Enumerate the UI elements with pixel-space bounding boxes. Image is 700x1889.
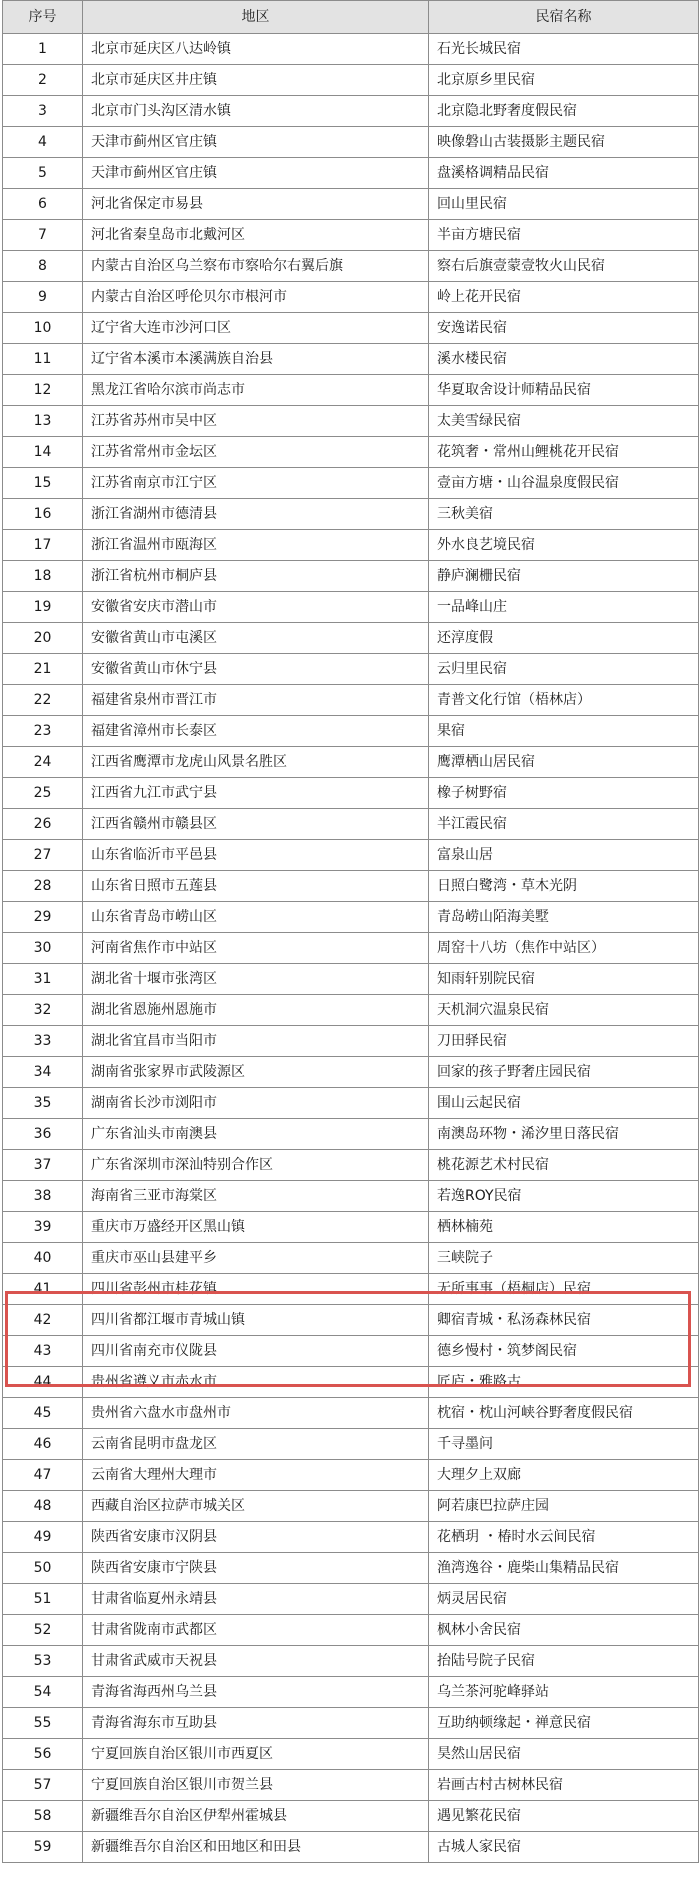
row-region: 贵州省遵义市赤水市: [83, 1367, 429, 1398]
header-homestay-name: 民宿名称: [429, 1, 699, 34]
row-region: 海南省三亚市海棠区: [83, 1181, 429, 1212]
row-index: 35: [3, 1088, 83, 1119]
row-homestay-name: 映像磐山古装摄影主题民宿: [429, 127, 699, 158]
table-row: [3, 1429, 699, 1460]
table-row: [3, 561, 699, 592]
row-index: 59: [3, 1832, 83, 1863]
row-homestay-name: 围山云起民宿: [429, 1088, 699, 1119]
row-region: 贵州省六盘水市盘州市: [83, 1398, 429, 1429]
table-row: [3, 1119, 699, 1150]
row-homestay-name: 周窑十八坊（焦作中站区）: [429, 933, 699, 964]
row-index: 13: [3, 406, 83, 437]
header-index: 序号: [3, 1, 83, 34]
table-row: [3, 468, 699, 499]
row-region: 山东省临沂市平邑县: [83, 840, 429, 871]
row-region: 甘肃省陇南市武都区: [83, 1615, 429, 1646]
row-index: 3: [3, 96, 83, 127]
row-index: 33: [3, 1026, 83, 1057]
row-index: 44: [3, 1367, 83, 1398]
row-region: 内蒙古自治区乌兰察布市察哈尔右翼后旗: [83, 251, 429, 282]
table-row: [3, 1026, 699, 1057]
row-homestay-name: 回山里民宿: [429, 189, 699, 220]
table-row: [3, 220, 699, 251]
row-homestay-name: 若逸ROY民宿: [429, 1181, 699, 1212]
table-row: [3, 809, 699, 840]
row-index: 2: [3, 65, 83, 96]
table-row: [3, 1212, 699, 1243]
row-index: 50: [3, 1553, 83, 1584]
row-index: 9: [3, 282, 83, 313]
row-region: 安徽省安庆市潜山市: [83, 592, 429, 623]
table-row: [3, 1367, 699, 1398]
row-homestay-name: 石光长城民宿: [429, 34, 699, 65]
row-homestay-name: 盘溪格调精品民宿: [429, 158, 699, 189]
table-row: [3, 65, 699, 96]
homestay-table: [2, 0, 699, 1863]
row-index: 51: [3, 1584, 83, 1615]
row-index: 1: [3, 34, 83, 65]
table-row: [3, 437, 699, 468]
row-homestay-name: 枫林小舍民宿: [429, 1615, 699, 1646]
row-region: 浙江省杭州市桐庐县: [83, 561, 429, 592]
row-index: 15: [3, 468, 83, 499]
row-region: 甘肃省临夏州永靖县: [83, 1584, 429, 1615]
row-homestay-name: 溪水楼民宿: [429, 344, 699, 375]
row-homestay-name: 花筑奢・常州山鲤桃花开民宿: [429, 437, 699, 468]
row-region: 重庆市万盛经开区黑山镇: [83, 1212, 429, 1243]
row-index: 41: [3, 1274, 83, 1305]
row-homestay-name: 遇见繁花民宿: [429, 1801, 699, 1832]
table-row: [3, 1553, 699, 1584]
row-region: 甘肃省武威市天祝县: [83, 1646, 429, 1677]
row-homestay-name: 大理夕上双廊: [429, 1460, 699, 1491]
row-homestay-name: 枕宿・枕山河峡谷野奢度假民宿: [429, 1398, 699, 1429]
row-homestay-name: 岩画古村古树林民宿: [429, 1770, 699, 1801]
row-index: 57: [3, 1770, 83, 1801]
row-region: 广东省深圳市深汕特别合作区: [83, 1150, 429, 1181]
row-region: 青海省海东市互助县: [83, 1708, 429, 1739]
table-row: [3, 1584, 699, 1615]
row-index: 22: [3, 685, 83, 716]
row-index: 53: [3, 1646, 83, 1677]
table-row: [3, 1491, 699, 1522]
row-index: 55: [3, 1708, 83, 1739]
table-row: [3, 1057, 699, 1088]
row-region: 陕西省安康市汉阴县: [83, 1522, 429, 1553]
row-region: 湖南省长沙市浏阳市: [83, 1088, 429, 1119]
table-row: [3, 623, 699, 654]
row-homestay-name: 回家的孩子野奢庄园民宿: [429, 1057, 699, 1088]
row-region: 重庆市巫山县建平乡: [83, 1243, 429, 1274]
row-region: 安徽省黄山市屯溪区: [83, 623, 429, 654]
row-homestay-name: 北京隐北野奢度假民宿: [429, 96, 699, 127]
row-homestay-name: 还淳度假: [429, 623, 699, 654]
row-homestay-name: 昊然山居民宿: [429, 1739, 699, 1770]
row-region: 浙江省湖州市德清县: [83, 499, 429, 530]
row-index: 14: [3, 437, 83, 468]
row-region: 河北省保定市易县: [83, 189, 429, 220]
row-index: 34: [3, 1057, 83, 1088]
row-homestay-name: 三秋美宿: [429, 499, 699, 530]
row-region: 广东省汕头市南澳县: [83, 1119, 429, 1150]
row-homestay-name: 匠庐・雅路古: [429, 1367, 699, 1398]
row-homestay-name: 青岛崂山陌海美墅: [429, 902, 699, 933]
row-region: 内蒙古自治区呼伦贝尔市根河市: [83, 282, 429, 313]
row-region: 新疆维吾尔自治区和田地区和田县: [83, 1832, 429, 1863]
table-row: [3, 654, 699, 685]
row-region: 福建省漳州市长泰区: [83, 716, 429, 747]
row-region: 北京市延庆区井庄镇: [83, 65, 429, 96]
row-index: 36: [3, 1119, 83, 1150]
row-region: 江西省赣州市赣县区: [83, 809, 429, 840]
row-homestay-name: 云归里民宿: [429, 654, 699, 685]
row-homestay-name: 鹰潭栖山居民宿: [429, 747, 699, 778]
row-index: 27: [3, 840, 83, 871]
row-homestay-name: 半亩方塘民宿: [429, 220, 699, 251]
row-region: 安徽省黄山市休宁县: [83, 654, 429, 685]
table-row: [3, 127, 699, 158]
row-index: 24: [3, 747, 83, 778]
table-row: [3, 933, 699, 964]
table-row: [3, 1522, 699, 1553]
row-index: 32: [3, 995, 83, 1026]
row-homestay-name: 千寻墨问: [429, 1429, 699, 1460]
row-index: 11: [3, 344, 83, 375]
table-row: [3, 189, 699, 220]
table-row: [3, 1646, 699, 1677]
row-homestay-name: 果宿: [429, 716, 699, 747]
table-row: [3, 251, 699, 282]
row-homestay-name: 天机洞穴温泉民宿: [429, 995, 699, 1026]
row-index: 43: [3, 1336, 83, 1367]
row-region: 江苏省常州市金坛区: [83, 437, 429, 468]
row-region: 山东省日照市五莲县: [83, 871, 429, 902]
row-region: 湖南省张家界市武陵源区: [83, 1057, 429, 1088]
row-region: 宁夏回族自治区银川市贺兰县: [83, 1770, 429, 1801]
table-row: [3, 1398, 699, 1429]
row-homestay-name: 栖林楠苑: [429, 1212, 699, 1243]
row-index: 20: [3, 623, 83, 654]
row-index: 28: [3, 871, 83, 902]
row-region: 青海省海西州乌兰县: [83, 1677, 429, 1708]
table-row: [3, 158, 699, 189]
row-index: 17: [3, 530, 83, 561]
table-row: [3, 685, 699, 716]
row-region: 新疆维吾尔自治区伊犁州霍城县: [83, 1801, 429, 1832]
row-index: 4: [3, 127, 83, 158]
row-homestay-name: 德乡慢村・筑梦阁民宿: [429, 1336, 699, 1367]
row-index: 39: [3, 1212, 83, 1243]
table-row: [3, 995, 699, 1026]
row-index: 56: [3, 1739, 83, 1770]
row-homestay-name: 三峡院子: [429, 1243, 699, 1274]
table-row: [3, 499, 699, 530]
row-region: 天津市蓟州区官庄镇: [83, 127, 429, 158]
row-region: 福建省泉州市晋江市: [83, 685, 429, 716]
row-region: 江苏省南京市江宁区: [83, 468, 429, 499]
row-homestay-name: 日照白鹭湾・草木光阴: [429, 871, 699, 902]
row-index: 54: [3, 1677, 83, 1708]
table-row: [3, 1677, 699, 1708]
row-homestay-name: 北京原乡里民宿: [429, 65, 699, 96]
row-region: 浙江省温州市瓯海区: [83, 530, 429, 561]
row-homestay-name: 一品峰山庄: [429, 592, 699, 623]
row-region: 四川省彭州市桂花镇: [83, 1274, 429, 1305]
table-row: [3, 1088, 699, 1119]
header-row: [3, 1, 699, 34]
table-row: [3, 375, 699, 406]
row-homestay-name: 桃花源艺术村民宿: [429, 1150, 699, 1181]
row-homestay-name: 外水良艺境民宿: [429, 530, 699, 561]
row-region: 辽宁省大连市沙河口区: [83, 313, 429, 344]
row-index: 8: [3, 251, 83, 282]
row-homestay-name: 花栖玥 ・椿时水云间民宿: [429, 1522, 699, 1553]
table-row: [3, 1708, 699, 1739]
row-region: 四川省都江堰市青城山镇: [83, 1305, 429, 1336]
row-index: 48: [3, 1491, 83, 1522]
row-region: 辽宁省本溪市本溪满族自治县: [83, 344, 429, 375]
row-region: 湖北省宜昌市当阳市: [83, 1026, 429, 1057]
table-row: [3, 840, 699, 871]
table-row: [3, 406, 699, 437]
row-region: 云南省大理州大理市: [83, 1460, 429, 1491]
row-index: 38: [3, 1181, 83, 1212]
table-row: [3, 1181, 699, 1212]
row-index: 23: [3, 716, 83, 747]
table-row: [3, 1460, 699, 1491]
row-homestay-name: 青普文化行馆（梧林店）: [429, 685, 699, 716]
table-row: [3, 34, 699, 65]
table-row: [3, 313, 699, 344]
row-index: 5: [3, 158, 83, 189]
row-homestay-name: 抬陆号院子民宿: [429, 1646, 699, 1677]
row-index: 12: [3, 375, 83, 406]
row-index: 58: [3, 1801, 83, 1832]
row-homestay-name: 阿若康巴拉萨庄园: [429, 1491, 699, 1522]
row-region: 西藏自治区拉萨市城关区: [83, 1491, 429, 1522]
row-homestay-name: 富泉山居: [429, 840, 699, 871]
table-row: [3, 902, 699, 933]
table-row: [3, 1770, 699, 1801]
row-region: 北京市门头沟区清水镇: [83, 96, 429, 127]
table-row: [3, 1739, 699, 1770]
table-row: [3, 964, 699, 995]
table-row: [3, 1243, 699, 1274]
table-row: [3, 778, 699, 809]
row-region: 四川省南充市仪陇县: [83, 1336, 429, 1367]
row-index: 6: [3, 189, 83, 220]
row-homestay-name: 古城人家民宿: [429, 1832, 699, 1863]
table-row: [3, 1305, 699, 1336]
row-index: 19: [3, 592, 83, 623]
row-homestay-name: 南澳岛环物・浠汐里日落民宿: [429, 1119, 699, 1150]
row-index: 42: [3, 1305, 83, 1336]
row-index: 29: [3, 902, 83, 933]
row-index: 31: [3, 964, 83, 995]
row-homestay-name: 岭上花开民宿: [429, 282, 699, 313]
row-homestay-name: 卿宿青城・私汤森林民宿: [429, 1305, 699, 1336]
row-region: 江西省九江市武宁县: [83, 778, 429, 809]
row-index: 30: [3, 933, 83, 964]
table-row: [3, 1336, 699, 1367]
table-body: [3, 34, 699, 1863]
row-homestay-name: 半江霞民宿: [429, 809, 699, 840]
row-region: 陕西省安康市宁陕县: [83, 1553, 429, 1584]
table-row: [3, 530, 699, 561]
row-region: 北京市延庆区八达岭镇: [83, 34, 429, 65]
row-region: 黑龙江省哈尔滨市尚志市: [83, 375, 429, 406]
row-index: 26: [3, 809, 83, 840]
row-index: 37: [3, 1150, 83, 1181]
row-homestay-name: 无所事事（梧桐店）民宿: [429, 1274, 699, 1305]
table-row: [3, 747, 699, 778]
table-row: [3, 592, 699, 623]
row-region: 宁夏回族自治区银川市西夏区: [83, 1739, 429, 1770]
row-region: 山东省青岛市崂山区: [83, 902, 429, 933]
header-region: 地区: [83, 1, 429, 34]
table-row: [3, 871, 699, 902]
row-region: 江西省鹰潭市龙虎山风景名胜区: [83, 747, 429, 778]
row-region: 河北省秦皇岛市北戴河区: [83, 220, 429, 251]
table-row: [3, 96, 699, 127]
row-index: 47: [3, 1460, 83, 1491]
table-row: [3, 716, 699, 747]
row-index: 21: [3, 654, 83, 685]
row-index: 16: [3, 499, 83, 530]
row-homestay-name: 刀田驿民宿: [429, 1026, 699, 1057]
row-index: 52: [3, 1615, 83, 1646]
table-row: [3, 1832, 699, 1863]
row-region: 湖北省恩施州恩施市: [83, 995, 429, 1026]
table-row: [3, 1801, 699, 1832]
row-index: 10: [3, 313, 83, 344]
table-row: [3, 1615, 699, 1646]
row-homestay-name: 壹亩方塘・山谷温泉度假民宿: [429, 468, 699, 499]
row-index: 25: [3, 778, 83, 809]
table-row: [3, 344, 699, 375]
row-homestay-name: 知雨轩别院民宿: [429, 964, 699, 995]
row-region: 河南省焦作市中站区: [83, 933, 429, 964]
row-index: 49: [3, 1522, 83, 1553]
table-row: [3, 282, 699, 313]
row-index: 40: [3, 1243, 83, 1274]
row-homestay-name: 华夏取舍设计师精品民宿: [429, 375, 699, 406]
row-homestay-name: 安逸诺民宿: [429, 313, 699, 344]
row-region: 湖北省十堰市张湾区: [83, 964, 429, 995]
row-homestay-name: 静庐澜栅民宿: [429, 561, 699, 592]
row-homestay-name: 橡子树野宿: [429, 778, 699, 809]
row-region: 江苏省苏州市吴中区: [83, 406, 429, 437]
row-index: 7: [3, 220, 83, 251]
row-homestay-name: 乌兰茶河驼峰驿站: [429, 1677, 699, 1708]
row-index: 18: [3, 561, 83, 592]
row-region: 天津市蓟州区官庄镇: [83, 158, 429, 189]
row-homestay-name: 渔湾逸谷・鹿柴山集精品民宿: [429, 1553, 699, 1584]
row-homestay-name: 察右后旗壹蒙壹牧火山民宿: [429, 251, 699, 282]
row-region: 云南省昆明市盘龙区: [83, 1429, 429, 1460]
row-index: 45: [3, 1398, 83, 1429]
row-homestay-name: 互助纳顿缘起・禅意民宿: [429, 1708, 699, 1739]
table-row: [3, 1150, 699, 1181]
row-index: 46: [3, 1429, 83, 1460]
table-row: [3, 1274, 699, 1305]
row-homestay-name: 炳灵居民宿: [429, 1584, 699, 1615]
row-homestay-name: 太美雪绿民宿: [429, 406, 699, 437]
